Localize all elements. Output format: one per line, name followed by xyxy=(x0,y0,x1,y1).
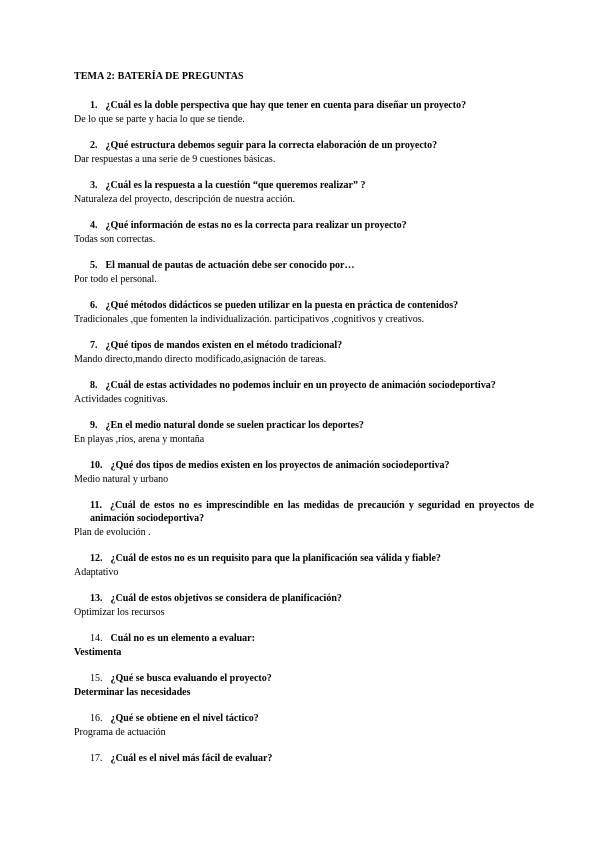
answer-text: Actividades cognitivas. xyxy=(74,394,168,405)
question-text: 5. El manual de pautas de actuación debe ser conocido por… xyxy=(90,260,355,271)
question-number: 17. xyxy=(90,753,103,764)
answer-text: Optimizar los recursos xyxy=(74,607,165,618)
question-number: 14. xyxy=(90,633,103,644)
question-text: 7. ¿Qué tipos de mandos existen en el método tradicional? xyxy=(90,340,343,351)
question-number: 3. xyxy=(90,180,98,191)
question-item-3 xyxy=(74,179,534,206)
question-number: 15. xyxy=(90,673,103,684)
question-number: 6. xyxy=(90,300,98,311)
question-item-16 xyxy=(74,712,534,739)
answer-text: Plan de evolución . xyxy=(74,527,151,538)
question-text: 3. ¿Cuál es la respuesta a la cuestión “que queremos realizar” ? xyxy=(90,180,366,191)
question-text: 1. ¿Cuál es la doble perspectiva que hay que tener en cuenta para diseñar un proyecto? xyxy=(90,100,467,111)
question-number: 2. xyxy=(90,140,98,151)
question-item-10 xyxy=(74,459,534,486)
question-item-15 xyxy=(74,672,534,699)
question-text: 13. ¿Cuál de estos objetivos se considera de planificación? xyxy=(90,593,342,604)
question-text: 15. ¿Qué se busca evaluando el proyecto? xyxy=(90,673,272,684)
question-text: 17. ¿Cuál es el nivel más fácil de evaluar? xyxy=(90,753,273,764)
question-item-2 xyxy=(74,139,534,166)
question-item-1 xyxy=(74,99,534,126)
question-number: 5. xyxy=(90,260,98,271)
answer-text: Naturaleza del proyecto, descripción de nuestra acción. xyxy=(74,194,296,205)
answer-text: Dar respuestas a una serie de 9 cuestiones básicas. xyxy=(74,154,276,165)
answer-text: Vestimenta xyxy=(74,647,122,658)
question-text: 2. ¿Qué estructura debemos seguir para la correcta elaboración de un proyecto? xyxy=(90,140,438,151)
answer-text: Por todo el personal. xyxy=(74,274,157,285)
question-item-8 xyxy=(74,379,534,406)
question-text: 14. Cuál no es un elemento a evaluar: xyxy=(90,633,255,644)
question-item-11 xyxy=(74,499,534,539)
question-number: 13. xyxy=(90,593,103,604)
answer-text: Programa de actuación xyxy=(74,727,166,738)
question-number: 4. xyxy=(90,220,98,231)
answer-text: Medio natural y urbano xyxy=(74,474,169,485)
document-title: TEMA 2: BATERÍA DE PREGUNTAS xyxy=(74,71,244,82)
answer-text: Determinar las necesidades xyxy=(74,687,191,698)
question-number: 1. xyxy=(90,100,98,111)
question-text: 4. ¿Qué información de estas no es la correcta para realizar un proyecto? xyxy=(90,220,407,231)
question-item-6 xyxy=(74,299,534,326)
answer-text: De lo que se parte y hacia lo que se tiende. xyxy=(74,114,245,125)
question-item-7 xyxy=(74,339,534,366)
question-number: 7. xyxy=(90,340,98,351)
question-text: 6. ¿Qué métodos didácticos se pueden utilizar en la puesta en práctica de contenidos? xyxy=(90,300,459,311)
question-number: 11. xyxy=(90,500,102,511)
question-number: 16. xyxy=(90,713,103,724)
answer-text: Adaptativo xyxy=(74,567,119,578)
question-text: 10. ¿Qué dos tipos de medios existen en los proyectos de animación sociodeportiva? xyxy=(90,460,450,471)
question-number: 8. xyxy=(90,380,98,391)
answer-text: Tradicionales ,que fomenten la individualización. participativos ,cognitivos y creativos. xyxy=(74,314,425,325)
question-item-9 xyxy=(74,419,534,446)
answer-text: Todas son correctas. xyxy=(74,234,156,245)
question-item-17 xyxy=(74,752,534,765)
question-item-13 xyxy=(74,592,534,619)
question-item-12 xyxy=(74,552,534,579)
question-text: 9. ¿En el medio natural donde se suelen practicar los deportes? xyxy=(90,420,364,431)
question-item-5 xyxy=(74,259,534,286)
question-number: 12. xyxy=(90,553,103,564)
question-text: 16. ¿Qué se obtiene en el nivel táctico? xyxy=(90,713,259,724)
question-number: 9. xyxy=(90,420,98,431)
question-number: 10. xyxy=(90,460,103,471)
question-text: 8. ¿Cuál de estas actividades no podemos incluir en un proyecto de animación sociodeportiva? xyxy=(90,380,496,391)
question-item-14 xyxy=(74,632,534,659)
answer-text: En playas ,ríos, arena y montaña xyxy=(74,434,205,445)
question-text: 11. ¿Cuál de estos no es imprescindible en las medidas de precaución y seguridad en proyectos de animación sociodeportiva? xyxy=(90,500,534,524)
question-item-4 xyxy=(74,219,534,246)
answer-text: Mando directo,mando directo modificado,asignación de tareas. xyxy=(74,354,327,365)
question-text: 12. ¿Cuál de estos no es un requisito para que la planificación sea válida y fiable? xyxy=(90,553,441,564)
